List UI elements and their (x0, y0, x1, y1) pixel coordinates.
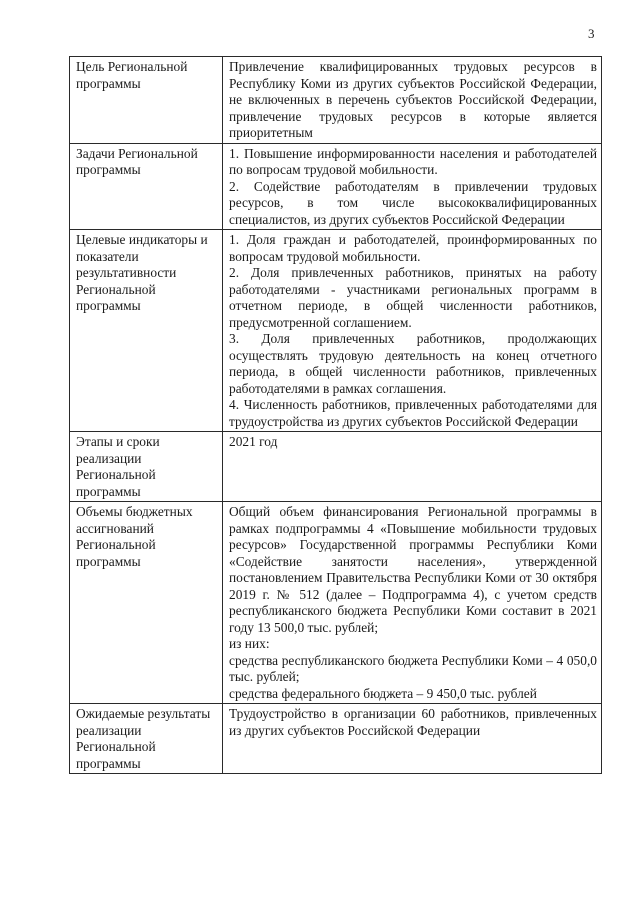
row-value (223, 432, 602, 502)
row-value (223, 704, 602, 774)
row-paragraph: Трудоустройство в организации 60 работников, привлеченных из других субъектов Российской Федерации (229, 706, 597, 738)
row-value (223, 57, 602, 144)
row-label: Ожидаемые результаты реализации Региональной программы (70, 704, 223, 774)
row-label: Объемы бюджетных ассигнований Региональной программы (70, 502, 223, 704)
row-label: Целевые индикаторы и показатели результативности Региональной программы (70, 230, 223, 432)
row-label: Цель Региональной программы (70, 57, 223, 144)
row-paragraph: средства федерального бюджета – 9 450,0 тыс. рублей (229, 685, 537, 701)
row-label: Задачи Региональной программы (70, 143, 223, 230)
row-paragraph: 2. Содействие работодателям в привлечении трудовых ресурсов, в том числе высококвалифицированных специалистов, из других субъектов Российской Федерации (229, 178, 597, 227)
row-label: Этапы и сроки реализации Региональной программы (70, 432, 223, 502)
row-paragraph: 1. Повышение информированности населения и работодателей по вопросам трудовой мобильности. (229, 145, 597, 177)
row-paragraph: 3. Доля привлеченных работников, продолжающих осуществлять трудовую деятельность на конец отчетного периода, в общей численности работников, привлеченных работодателями в рамках соглашения. (229, 331, 597, 396)
row-paragraph: Привлечение квалифицированных трудовых ресурсов в Республику Коми из других субъектов Российской Федерации, не включенных в перечень субъектов Российской Федерации, привлечение трудовых ресурсов в которые является приоритетным (229, 59, 597, 140)
table-row-goal (70, 57, 602, 144)
page-number: 3 (588, 26, 595, 41)
row-paragraph: из них: (229, 636, 270, 651)
program-passport-table (69, 56, 602, 774)
row-paragraph: средства республиканского бюджета Республики Коми – 4 050,0 тыс. рублей; (229, 652, 597, 684)
row-value (223, 143, 602, 230)
row-paragraph: Общий объем финансирования Региональной программы в рамках подпрограммы 4 «Повышение мобильности трудовых ресурсов» Государственной программы Республики Коми «Содействие занятости населения», утвержденной постановлением Правительства Республики Коми от 30 октября 2019 г. № 512 (далее – Подпрограмма 4), с учетом средств республиканского бюджета Республики Коми составит в 2021 году 13 500,0 тыс. рублей; (229, 504, 597, 635)
table-row-stages (70, 432, 602, 502)
table-row-budget (70, 502, 602, 704)
table-row-tasks (70, 143, 602, 230)
table-row-indicators (70, 230, 602, 432)
row-paragraph: 2. Доля привлеченных работников, принятых на работу работодателями - участниками региональных программ в отчетном периоде, в общей численности работников, предусмотренной соглашением. (229, 265, 597, 330)
row-paragraph: 2021 год (229, 434, 278, 449)
row-paragraph: 4. Численность работников, привлеченных работодателями для трудоустройства из других субъектов Российской Федерации (229, 397, 597, 429)
row-value (223, 502, 602, 704)
row-value (223, 230, 602, 432)
row-paragraph: 1. Доля граждан и работодателей, проинформированных по вопросам трудовой мобильности. (229, 232, 597, 264)
table-row-results (70, 704, 602, 774)
